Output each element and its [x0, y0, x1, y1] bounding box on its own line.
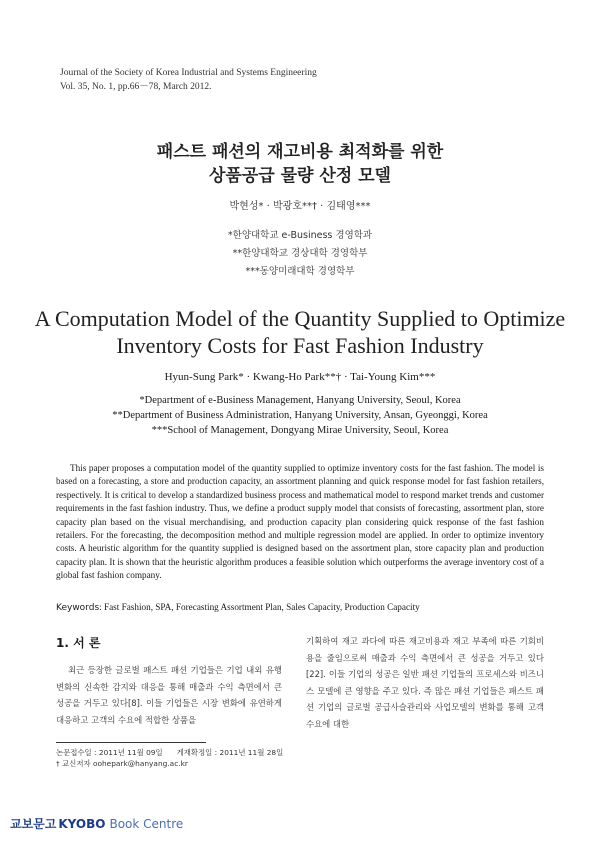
english-title: [0, 305, 600, 359]
english-title-line2: Inventory Costs for Fast Fashion Industry: [116, 333, 484, 358]
footnote-accepted: 게재확정일 : 2011년 11월 28일: [176, 748, 284, 757]
body-column-right: [306, 633, 544, 733]
keywords-text: : Fast Fashion, SPA, Forecasting Assortment Plan, Sales Capacity, Production Capacity: [99, 602, 420, 612]
english-affiliation-3: ***School of Management, Dongyang Mirae University, Seoul, Korea: [151, 425, 449, 436]
kyobo-watermark: [10, 815, 183, 832]
abstract: [56, 462, 544, 583]
keywords-label: Keywords: [56, 603, 100, 613]
footnote-corresponding: † 교신저자 oohepark@hanyang.ac.kr: [56, 759, 188, 768]
english-affiliations: [0, 393, 600, 438]
body-column-left: [56, 662, 282, 728]
brand-latin: KYOBO: [58, 817, 106, 831]
footnote-dates: [56, 747, 297, 758]
abstract-text: This paper proposes a computation model of the quantity supplied to optimize inventory costs for the fast fashion. The model is based on a forecasting, a store and production capacity, an assortment planning and quick response model for fast fashion retailers, respectively. It is critical to develop a standardized business process and mathematical model to respond market trends and customer requirements in the fast fashion industry. Thus, we define a product supply model that consists of forecasting, assortment plan, store capacity plan based on the visual merchandising, and production capacity plan considering quick response of the fast fashion retailers. For the forecasting, the decomposition method and multiple regression model are applied. In order to optimize inventory costs. A heuristic algorithm for the quantity supplied is designed based on the assortment plan, store capacity plan and production capacity plan. It is shown that the heuristic algorithm produces a feasible solution which outperforms the average inventory cost of a global fast fashion company.: [56, 463, 544, 581]
korean-affiliation-1: *한양대학교 e-Business 경영학과: [227, 230, 373, 241]
journal-name: Journal of the Society of Korea Industrial and Systems Engineering: [60, 68, 317, 78]
journal-header: [60, 66, 317, 94]
section-heading: 1. 서 론: [56, 636, 101, 650]
korean-affiliations: [0, 227, 600, 281]
korean-title-line2: 상품공급 물량 산정 모델: [209, 166, 391, 186]
brand-suffix: Book Centre: [109, 817, 184, 831]
footnote-received: 논문접수일 : 2011년 11월 09일: [56, 748, 163, 757]
korean-title: [0, 140, 600, 188]
korean-affiliation-3: ***동양미래대학 경영학부: [245, 266, 355, 277]
english-affiliation-2: **Department of Business Administration, Hanyang University, Ansan, Gyeonggi, Korea: [112, 410, 488, 421]
english-affiliation-1: *Department of e-Business Management, Hanyang University, Seoul, Korea: [139, 395, 461, 406]
english-authors: Hyun-Sung Park* · Kwang-Ho Park**† · Tai-Young Kim***: [164, 371, 436, 383]
body-text-left: 최근 등장한 글로벌 패스트 패션 기업들은 기업 내외 유행 변화의 신속한 감지와 대응을 통해 매출과 수익 측면에서 큰 성공을 거두고 있다[8]. 이들 기업들은 시장 변화에 유연하게 대응하고 고객의 수요에 적합한 상품을: [56, 665, 282, 725]
korean-affiliation-2: **한양대학교 경상대학 경영학부: [232, 248, 368, 259]
korean-title-line1: 패스트 패션의 재고비용 최적화를 위한: [156, 142, 444, 162]
footnote: [56, 747, 297, 769]
keywords: [56, 602, 544, 613]
english-title-line1: A Computation Model of the Quantity Supplied to Optimize: [34, 306, 566, 331]
brand-korean: 교보문고: [10, 817, 57, 831]
footnote-divider: [56, 742, 206, 743]
korean-authors: 박현성* · 박광호**† · 김태영***: [229, 201, 371, 212]
body-text-right: 기획하여 재고 과다에 따른 재고비용과 재고 부족에 따른 기회비용을 줄임으로써 매출과 수익 측면에서 큰 성공을 거두고 있다[22]. 이들 기업의 성공은 일반 패션 기업들의 프로세스와 비즈니스 모델에 큰 영향을 주고 있다. 즉 많은 패션 기업들은 패스트 패션 기업의 글로벌 공급사슬관리와 사업모델의 변화를 통해 고객 수요에 대한: [306, 636, 544, 729]
journal-volume: Vol. 35, No. 1, pp.66－78, March 2012.: [60, 82, 212, 92]
